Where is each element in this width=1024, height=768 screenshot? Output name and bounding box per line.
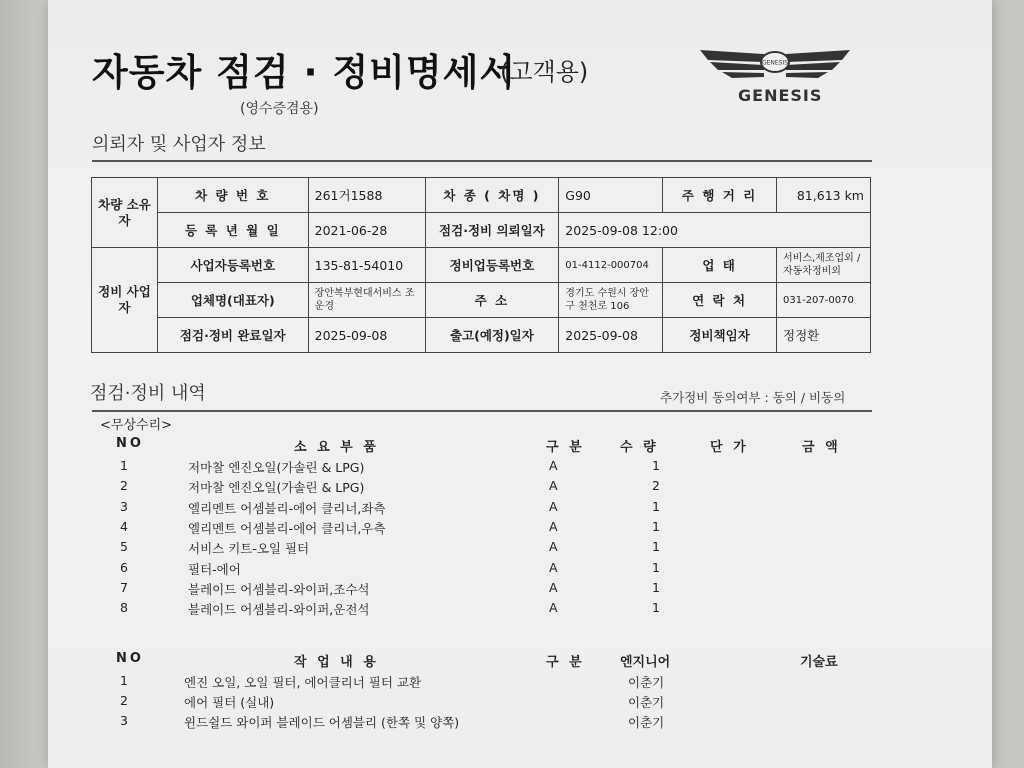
part-row-name: 저마찰 엔진오일(가솔린 & LPG) [188,460,365,475]
table-row [92,248,871,283]
table-row [92,178,871,213]
work-header-work: 작 업 내 용 [294,655,379,670]
plate-value: 261거1588 [308,178,425,213]
part-row-name: 저마찰 엔진오일(가솔린 & LPG) [188,480,365,496]
receipt-note: (영수증겸용) [240,101,319,117]
work-row-name: 윈드쉴드 와이퍼 블레이드 어셈블리 (한쪽 및 양쪽) [184,715,460,730]
work-row-engineer: 이춘기 [628,675,665,690]
brand-name: GENESIS [738,86,823,105]
address-label: 주 소 [425,283,559,318]
contact-label: 연 락 처 [663,283,777,318]
work-row-name: 에어 필터 (실내) [184,695,275,710]
part-row-kind: A [549,579,558,595]
part-row-name: 엘리멘트 어셈블리-에어 클리너,우측 [188,520,386,536]
shop-registration-value: 01-4112-000704 [559,248,663,283]
business-number-label: 사업자등록번호 [157,248,308,283]
table-row [92,213,871,248]
part-row-no: 4 [120,518,128,534]
logo-badge-text: GENESIS [761,59,789,67]
completion-date-value: 2025-09-08 [308,318,425,353]
part-row-no: 3 [120,498,128,514]
work-row-engineer: 이춘기 [628,695,665,710]
work-row-name: 엔진 오일, 오일 필터, 에어클리너 필터 교환 [184,675,422,690]
parts-header-amount: 금 액 [802,440,841,455]
shop-registration-label: 정비업등록번호 [425,248,559,283]
parts-header-qty: 수 량 [620,440,659,455]
request-date-value: 2025-09-08 12:00 [559,213,871,248]
part-row-no: 2 [120,478,128,494]
document-title: 자동차 점검 · 정비명세서 [92,51,517,94]
work-row-no: 2 [120,693,128,708]
address-value: 경기도 수원시 장안구 천천로 106 [559,283,663,318]
plate-label: 차 량 번 호 [157,178,308,213]
section-divider [92,160,872,162]
part-row-name: 서비스 키트-오일 필터 [188,541,310,557]
table-row [92,318,871,353]
part-row-name: 블레이드 어셈블리-와이퍼,조수석 [188,581,370,597]
part-row-name: 엘리멘트 어셈블리-에어 클리너,좌측 [188,500,386,516]
work-row-engineer: 이춘기 [628,715,665,730]
service-section-heading: 점검·정비 내역 [90,383,206,404]
model-label: 차 종 ( 차명 ) [425,178,559,213]
part-row-qty: 1 [652,539,660,555]
part-row-qty: 1 [652,579,660,595]
part-row-no: 7 [120,579,128,595]
manager-value: 정정환 [777,318,871,353]
business-type-label: 업 태 [663,248,777,283]
part-row-qty: 2 [652,478,660,494]
business-number-value: 135-81-54010 [308,248,425,283]
manager-label: 정비책임자 [663,318,777,353]
model-value: G90 [559,178,663,213]
mileage-value: 81,613 km [777,178,871,213]
company-label: 업체명(대표자) [157,283,308,318]
parts-header-part: 소 요 부 품 [294,440,379,455]
owner-group-label: 차량 소유자 [92,178,158,248]
work-header-fee: 기술료 [800,655,838,670]
part-row-qty: 1 [652,600,660,616]
release-date-label: 출고(예정)일자 [425,318,559,353]
info-section-heading: 의뢰자 및 사업자 정보 [92,134,266,155]
part-row-qty: 1 [652,518,660,534]
registration-date-label: 등 록 년 월 일 [157,213,308,248]
completion-date-label: 점검·정비 완료일자 [157,318,308,353]
parts-header-kind: 구 분 [546,440,585,455]
release-date-value: 2025-09-08 [559,318,663,353]
part-row-kind: A [549,518,558,534]
part-row-kind: A [549,498,558,514]
part-row-no: 8 [120,600,128,616]
company-value: 장안복부현대서비스 조운경 [308,283,425,318]
info-table [91,177,871,353]
business-type-value: 서비스,제조업외 /자동차정비외 [777,248,871,283]
business-group-label: 정비 사업자 [92,248,158,353]
part-row-no: 1 [120,458,128,473]
registration-date-value: 2021-06-28 [308,213,425,248]
part-row-kind: A [549,478,558,494]
part-row-qty: 1 [652,458,660,473]
part-row-kind: A [549,458,558,473]
part-row-kind: A [549,600,558,616]
work-header-no: NO [116,651,144,666]
parts-header-price: 단 가 [710,440,749,455]
part-row-qty: 1 [652,559,660,575]
contact-value: 031-207-0070 [777,283,871,318]
part-row-name: 필터-에어 [188,561,241,577]
work-row-no: 3 [120,713,128,728]
mileage-label: 주 행 거 리 [663,178,777,213]
part-row-no: 6 [120,559,128,575]
part-row-kind: A [549,539,558,555]
part-row-name: 블레이드 어셈블리-와이퍼,운전석 [188,602,370,618]
request-date-label: 점검·정비 의뢰일자 [425,213,559,248]
work-header-engineer: 엔지니어 [620,655,671,670]
section-divider [92,410,872,412]
free-repair-label: <무상수리> [100,418,173,433]
work-row-no: 1 [120,673,128,688]
work-header-kind: 구 분 [546,655,585,670]
document-title-suffix: (고객용) [500,58,589,86]
part-row-kind: A [549,559,558,575]
consent-line: 추가정비 동의여부 : 동의 / 비동의 [660,390,846,405]
table-row [92,283,871,318]
part-row-no: 5 [120,539,128,555]
part-row-qty: 1 [652,498,660,514]
parts-header-no: NO [116,436,144,451]
